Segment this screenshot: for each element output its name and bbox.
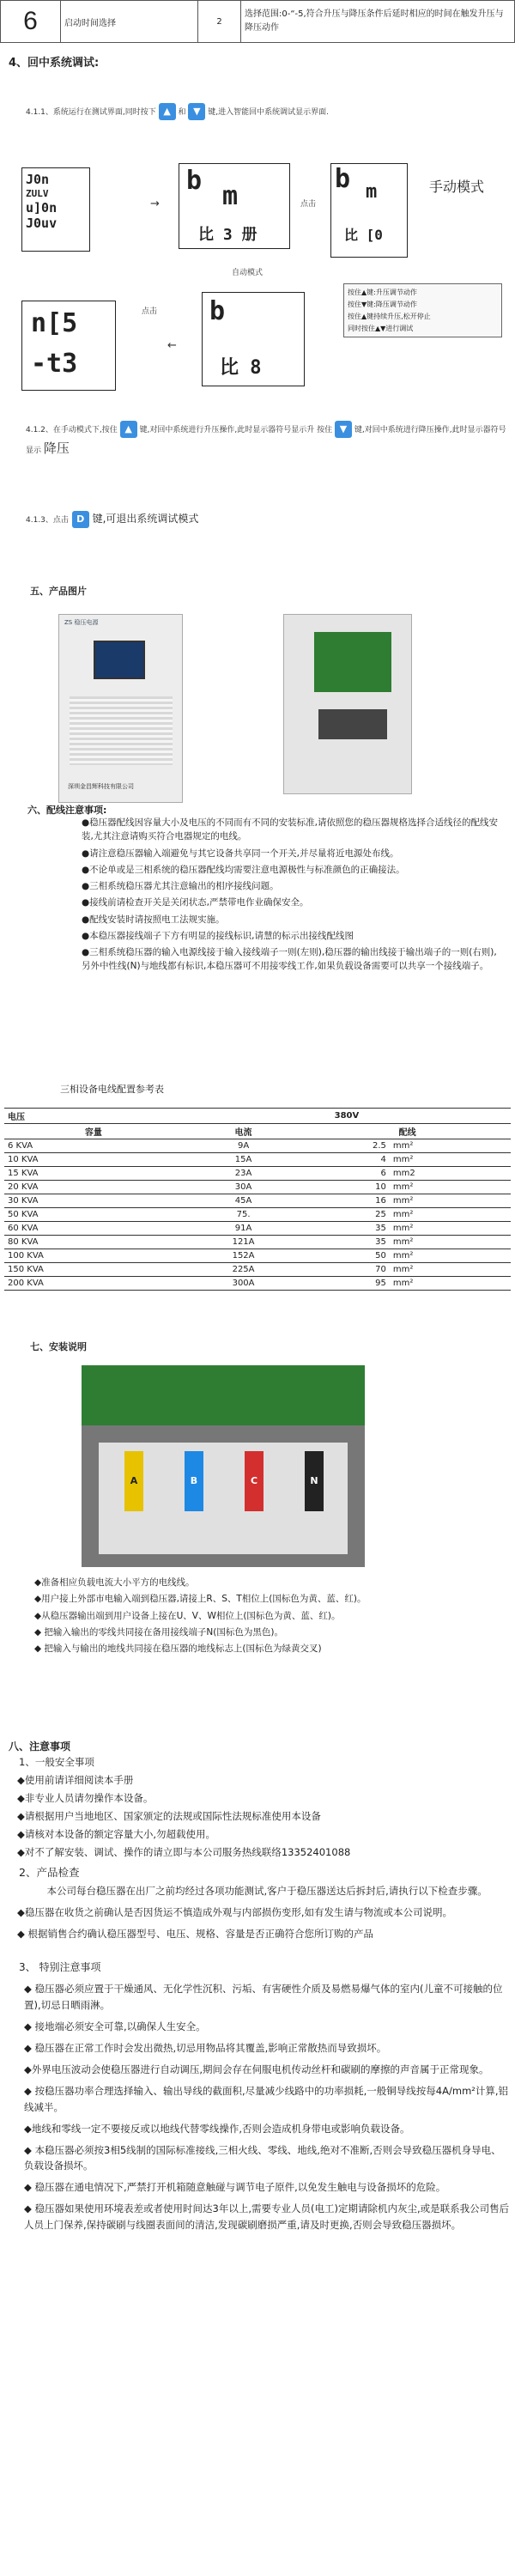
table-row (4, 1277, 511, 1291)
terminal-label: N (305, 1451, 324, 1511)
table-cell: 91A (183, 1222, 304, 1236)
table-row (4, 1194, 511, 1208)
table-cell: 60 KVA (4, 1222, 183, 1236)
wire-spec-table: 电压 380V 容量 电流 配线 6 KVA 9A 2.5 mm² 10 KVA 15A 4 mm² 15 KVA 23A 6 mm2 20 KVA 30A 10 mm² 30 KVA 45A 16 mm² 50 KVA 75. 25 mm² 60 KVA 91A 35 mm² 80 KVA 121A 35 mm² 100 KVA 152A 50 mm² 150 KVA 225A 70 mm² 200 KVA 300A 95 mm² (4, 1108, 511, 1291)
table-cell: 16 (304, 1194, 390, 1208)
list-item: ◆ 稳压器如果使用环境表差或者使用时间达3年以上,需要专业人员(电工)定期请除机内灰尘,或是联系我公司售后人员上门保养,保持碳刷与线圈表面间的清洁,发现碳刷磨损严重,请及时更换,否则会导致稳压器损坏。 (24, 2202, 510, 2232)
list-item: ◆ 把输入与输出的地线共同接在稳压器的地线标志上(国标色为绿黄交叉) (34, 1643, 322, 1655)
paragraph: 本公司每台稳压器在出厂之前均经过各项功能测试,客户于稳压器送达后拆封后,请执行以下检查步骤。 (46, 1884, 488, 1897)
subheading: 1、一般安全事项 (19, 1756, 94, 1768)
terminal-label: B (185, 1451, 203, 1511)
wiring-notes (82, 816, 502, 976)
table-cell: mm² (390, 1222, 511, 1236)
section7-title: 七、安装说明 (30, 1341, 87, 1352)
row-description: 选择范围:0-“-5,符合升压与降压条件后延时相应的时间在触发升压与降压动作 (245, 9, 504, 33)
table-cell: 20 KVA (4, 1181, 183, 1194)
manual-menu (343, 283, 502, 337)
table-row (4, 1139, 511, 1153)
list-item: ◆ 本稳压器必须按3相5线制的国际标准接线,三相火线、零线、地线,绝对不准断,否则会导致稳压器机身导电、负载设备损坏。 (24, 2143, 501, 2172)
table-cell: 152A (183, 1249, 304, 1263)
list-item: ◆用户接上外部市电输入端到稳压器,请接上R、S、T相位上(国标色为黄、蓝、红)。 (34, 1594, 367, 1605)
display-panel-1: J0n ZULV u]0n J0uv (21, 167, 90, 252)
table-cell: mm² (390, 1181, 511, 1194)
click-label-2: 点击 (142, 307, 158, 316)
list-item: ◆ 把输入输出的零线共同接在备用接线端子N(国标色为黑色)。 (34, 1626, 283, 1637)
manual-mode-label: 手动模式 (429, 179, 485, 195)
table-cell: 25 (304, 1208, 390, 1222)
table-cell: 10 KVA (4, 1153, 183, 1167)
table-cell: 30A (183, 1181, 304, 1194)
table-cell: 50 KVA (4, 1208, 183, 1222)
table-cell: 200 KVA (4, 1277, 183, 1291)
vent-grille (70, 696, 173, 765)
menu-item: 同时按住▲▼进行调试 (348, 325, 414, 332)
table-row (4, 1153, 511, 1167)
arrow-right-icon: → (150, 197, 160, 210)
section8 (9, 1739, 511, 2239)
table-row (4, 1263, 511, 1277)
menu-item: 按住▲键:升压调节动作 (348, 289, 417, 296)
table-row (4, 1167, 511, 1181)
list-item: ●三相系统稳压器尤其注意输出的相序接线问题。 (82, 881, 279, 892)
d-key-icon: D (72, 511, 89, 528)
down-key-icon: ▼ (335, 421, 352, 438)
table-cell: 10 (304, 1181, 390, 1194)
parameter-table-row (0, 0, 515, 43)
table-cell: mm² (390, 1263, 511, 1277)
table-cell: 6 KVA (4, 1139, 183, 1153)
table-row (4, 1236, 511, 1249)
display-panel-2: b m 比 3 册 (179, 163, 290, 249)
list-item: ◆使用前请详细阅读本手册 (17, 1774, 134, 1786)
table-cell: 6 (304, 1167, 390, 1181)
menu-item: 按住▲键持续升压,松开停止 (348, 313, 431, 320)
arrow-left-icon: ← (167, 339, 177, 352)
terminal-block (318, 709, 387, 739)
circuit-board (82, 1365, 365, 1425)
table-cell: mm² (390, 1249, 511, 1263)
section4-title: 4、回中系统调试: (9, 57, 100, 70)
step-413: 4.1.3、点击 D 键,可退出系统调试模式 (26, 511, 198, 528)
table-cell: mm² (390, 1277, 511, 1291)
table-cell: mm² (390, 1194, 511, 1208)
list-item: ●三相系统稳压器的输入电源线接于输入接线端子一则(左则),稳压器的输出线接于输出端子的一则(右则),另外中性线(N)与地线都有标识,本稳压器可不用接零线工作,如果负载设备需要可以共享一个接线端子。 (82, 947, 497, 972)
list-item: ◆ 接地端必须安全可靠,以确保人生安全。 (24, 2020, 206, 2032)
step-411: 4.1.1、系统运行在测试界面,同时按下 ▲ 和 ▼ 键,进入智能回中系统调试显示界面. (26, 103, 506, 120)
auto-mode-label: 自动模式 (232, 269, 264, 277)
table-cell: 300A (183, 1277, 304, 1291)
row-value: 2 (198, 1, 241, 42)
list-item: ◆ 按稳压器功率合理选择输入、输出导线的截面积,尽量减少线路中的功率损耗,一般铜导线按每4A/mm²计算,铝线减半。 (24, 2084, 509, 2113)
list-item: ◆非专业人员请勿操作本设备。 (17, 1791, 154, 1804)
list-item: ◆ 稳压器在通电情况下,严禁打开机箱随意触碰与调节电子原件,以免发生触电与设备损坏的危险。 (24, 2181, 446, 2194)
list-item: ◆请核对本设备的额定容量大小,勿超载使用。 (17, 1827, 215, 1840)
list-item: ●请注意稳压器输入端避免与其它设备共享同一个开关,并尽量将近电源处布线。 (82, 848, 399, 859)
product-photo-front: ZS 稳压电源 深圳金昌辉科技有限公司 (58, 614, 183, 803)
installation-notes (34, 1576, 378, 1658)
table-cell: mm² (390, 1236, 511, 1249)
table-cell: 15 KVA (4, 1167, 183, 1181)
up-key-icon: ▲ (159, 103, 176, 120)
down-key-icon: ▼ (188, 103, 205, 120)
table-cell: 45A (183, 1194, 304, 1208)
terminal-label: C (245, 1451, 264, 1511)
paragraph: ◆稳压器在收货之前确认是否因货运不慎造成外观与内部损伤变形,如有发生请与物流或本公司说明。 (17, 1905, 452, 1918)
section8-title: 八、注意事项 (9, 1741, 71, 1753)
list-item: ◆地线和零线一定不要接反或以地线代替零线操作,否则会造成机身带电或影响负载设备。 (24, 2122, 410, 2135)
table-cell: 35 (304, 1236, 390, 1249)
list-item: ●接线前请检查开关是关闭状态,严禁带电作业确保安全。 (82, 897, 309, 908)
subheading: 2、产品检查 (19, 1865, 80, 1879)
table-cell: 35 (304, 1222, 390, 1236)
terminal-label: A (124, 1451, 143, 1511)
table-cell: 23A (183, 1167, 304, 1181)
section5-title: 五、产品图片 (30, 586, 87, 597)
table-cell: 80 KVA (4, 1236, 183, 1249)
table-cell: mm² (390, 1208, 511, 1222)
product-photo-open (283, 614, 412, 794)
table-row (4, 1181, 511, 1194)
table-cell: 50 (304, 1249, 390, 1263)
installation-photo (82, 1365, 365, 1567)
table-cell: 75. (183, 1208, 304, 1222)
table-cell: 4 (304, 1153, 390, 1167)
table-cell: 9A (183, 1139, 304, 1153)
list-item: ◆请根据用户当地地区、国家颁定的法规或国际性法规标准使用本设备 (17, 1809, 321, 1822)
list-item: ◆ 稳压器在正常工作时会发出微热,切忌用物品将其覆盖,影响正常散热而导致损坏。 (24, 2041, 387, 2054)
table-cell: mm2 (390, 1167, 511, 1181)
paragraph: ◆ 根据销售合约确认稳压器型号、电压、规格、容量是否正确符合您所订购的产品 (17, 1927, 373, 1940)
mode-diagram (0, 150, 515, 399)
table-cell: 70 (304, 1263, 390, 1277)
table-cell: 121A (183, 1236, 304, 1249)
table-cell: 225A (183, 1263, 304, 1277)
list-item: ●不论单或是三相系统的稳压器配线均需要注意电源极性与标准颜色的正确接法。 (82, 864, 405, 875)
table-cell: 15A (183, 1153, 304, 1167)
list-item: ◆ 稳压器必须应置于干燥通风、无化学性沉积、污垢、有害硬性介质及易燃易爆气体的室内(儿童不可接触的位置),切忌日晒雨淋。 (24, 1982, 503, 2011)
menu-item: 按住▼键:降压调节动作 (348, 301, 417, 308)
terminal-block (99, 1443, 348, 1554)
table-row (4, 1222, 511, 1236)
list-item: ●稳压器配线因容量大小及电压的不同而有不同的安装标准,请依照您的稳压器规格选择合适线径的配线安装,尤其注意请购买符合电器规定的电线。 (82, 817, 498, 842)
row-name: 启动时间选择 (61, 1, 198, 42)
table-caption: 三相设备电线配置参考表 (60, 1084, 164, 1095)
table-cell: mm² (390, 1153, 511, 1167)
table-cell: 2.5 (304, 1139, 390, 1153)
subheading: 3、 特别注意事项 (19, 1960, 101, 1973)
table-row (4, 1208, 511, 1222)
list-item: ◆对不了解安装、调试、操作的请立即与本公司服务热线联络13352401088 (17, 1845, 351, 1858)
row-number: 6 (1, 1, 61, 42)
list-item: ◆外界电压波动会使稳压器进行自动调压,期间会存在伺服电机传动丝杆和碳刷的摩擦的声音属于正常现象。 (24, 2063, 489, 2075)
display-screen (94, 641, 145, 679)
circuit-board (314, 632, 391, 692)
step-412: 4.1.2、在手动模式下,按住 ▲ 键,对回中系统进行升压操作,此时显示器符号显示升 按住 ▼ 键,对回中系统进行降压操作,此时显示器符号显示 降压 (26, 421, 506, 460)
table-row (4, 1249, 511, 1263)
list-item: ◆准备相应负载电流大小平方的电线线。 (34, 1577, 195, 1588)
table-cell: 30 KVA (4, 1194, 183, 1208)
display-panel-mid: b 比 8 (202, 292, 305, 386)
display-panel-3: b m 比 [0 (330, 163, 408, 258)
table-cell: 100 KVA (4, 1249, 183, 1263)
table-cell: 95 (304, 1277, 390, 1291)
list-item: ●配线安装时请按照电工法规实施。 (82, 914, 225, 925)
table-cell: 150 KVA (4, 1263, 183, 1277)
click-label-1: 点击 (300, 200, 317, 209)
display-panel-left: n[5 -t3 (21, 301, 116, 391)
table-cell: mm² (390, 1139, 511, 1153)
section6-title: 六、配线注意事项: (27, 805, 107, 816)
up-key-icon: ▲ (120, 421, 137, 438)
list-item: ●本稳压器接线端子下方有明显的接线标识,请慧的标示出接线配线图 (82, 930, 354, 941)
list-item: ◆从稳压器输出端到用户设备上接在U、V、W相位上(国标色为黄、蓝、红)。 (34, 1610, 341, 1621)
